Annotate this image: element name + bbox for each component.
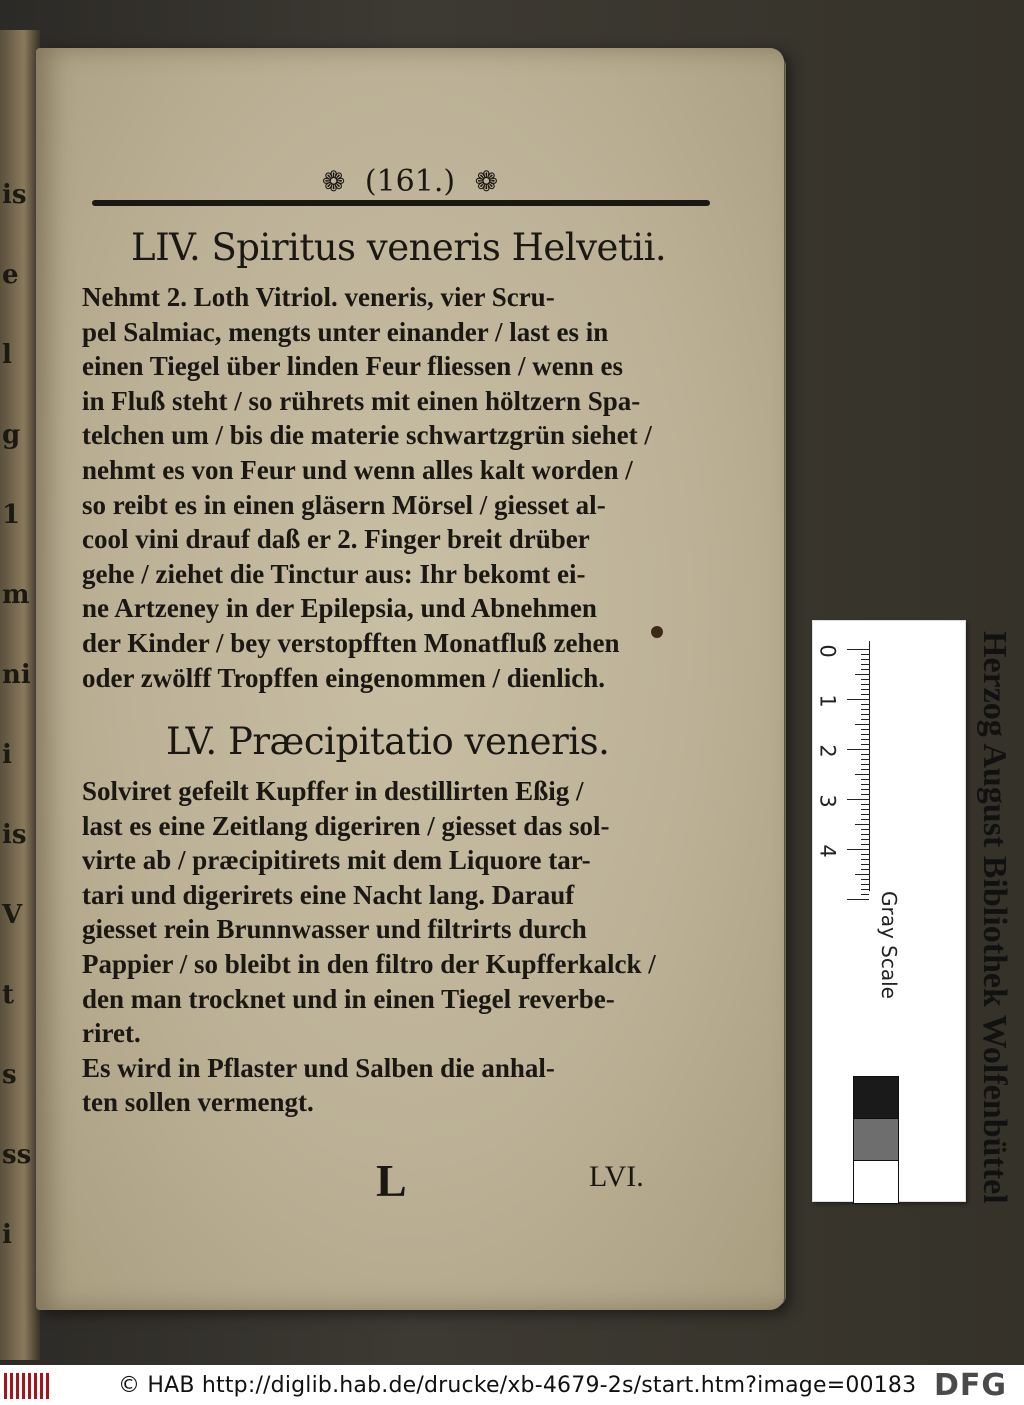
ruler-tick: [861, 809, 869, 810]
ruler-tick: [855, 674, 869, 675]
prev-page-fragment: i: [2, 1220, 12, 1250]
text-line: gehe / ziehet die Tinctur aus: Ihr bekomt ei-: [82, 558, 586, 589]
section-title: LV. Præcipitatio veneris.: [166, 720, 610, 763]
ruler-tick: [861, 754, 869, 755]
color-scale-ruler: [812, 620, 1013, 1204]
ruler-tick: [861, 894, 869, 895]
gray-swatch: [853, 1076, 899, 1120]
prev-page-fragment: t: [2, 980, 15, 1010]
ruler-tick: [847, 649, 869, 650]
section-body: [82, 774, 710, 1120]
ruler-tick: [861, 859, 869, 860]
ruler-tick: [861, 764, 869, 765]
ruler-line: [869, 641, 870, 891]
page-number: (161.): [364, 164, 456, 199]
ruler-brand: Herzog August Bibliothek Wolfenbüttel: [976, 631, 1013, 1204]
ruler-tick: [861, 769, 869, 770]
ruler-tick: [861, 879, 869, 880]
text-line: Nehmt 2. Loth Vitriol. veneris, vier Scru-: [82, 282, 555, 312]
ruler-tick: [861, 714, 869, 715]
text-line: riret.: [82, 1018, 141, 1049]
flower-ornament-icon: ❁: [321, 165, 346, 198]
prev-page-fragment: l: [2, 340, 12, 370]
ruler-tick: [861, 839, 869, 840]
ruler-tick: [861, 834, 869, 835]
ruler-tick: [861, 709, 869, 710]
ruler-tick: [847, 899, 869, 900]
text-line: in Fluß steht / so rührets mit einen höltzern Spa-: [82, 385, 641, 416]
signature-mark: L: [376, 1155, 407, 1206]
text-line: cool vini drauf daß er 2. Finger breit drüber: [82, 524, 590, 555]
prev-page-fragment: is: [2, 180, 27, 210]
ruler-tick: [847, 849, 869, 850]
ruler-tick: [861, 719, 869, 720]
text-line: giesset rein Brunnwasser und filtrirts durch: [82, 914, 587, 945]
prev-page-fragment: e: [2, 260, 19, 290]
ruler-tick: [861, 654, 869, 655]
ruler-tick: [861, 819, 869, 820]
prev-page-fragment: i: [2, 740, 12, 770]
prev-page-fragment: is: [2, 820, 27, 850]
header-rule: [92, 200, 710, 206]
ruler-tick: [861, 739, 869, 740]
ruler-tick: [861, 744, 869, 745]
ruler-tick: [861, 664, 869, 665]
ruler-number: 1: [815, 694, 840, 708]
ruler-tick: [861, 679, 869, 680]
page-header: [36, 164, 784, 199]
prev-page-fragment: m: [2, 580, 30, 610]
text-line: pel Salmiac, mengts unter einander / last es in: [82, 316, 609, 347]
text-line: oder zwölff Tropffen eingenommen / dienlich.: [82, 662, 605, 693]
ruler-tick: [861, 864, 869, 865]
ruler-tick: [861, 884, 869, 885]
flower-ornament-icon: ❁: [474, 165, 499, 198]
ruler-tick: [861, 844, 869, 845]
ruler-tick: [855, 774, 869, 775]
ruler-tick: [861, 794, 869, 795]
footer-bar: [0, 1365, 1024, 1405]
text-line: Es wird in Pflaster und Salben die anhal-: [82, 1052, 555, 1083]
text-line: telchen um / bis die materie schwartzgrün siehet /: [82, 420, 652, 451]
ruler-tick: [861, 689, 869, 690]
ruler-tick: [861, 779, 869, 780]
section-body: [82, 280, 710, 695]
ruler-number: 2: [815, 744, 840, 758]
ruler-tick: [855, 874, 869, 875]
copyright-text[interactable]: © HAB http://diglib.hab.de/drucke/xb-4679-2s/start.htm?image=00183: [118, 1373, 917, 1398]
ruler-tick: [861, 759, 869, 760]
ruler-tick: [861, 684, 869, 685]
ruler-tick: [861, 869, 869, 870]
text-line: last es eine Zeitlang digeriren / giesset das sol-: [82, 810, 610, 841]
ruler-tick: [847, 749, 869, 750]
text-line: einen Tiegel über linden Feur fliessen / wenn es: [82, 351, 624, 382]
ruler-number: 4: [815, 844, 840, 858]
ruler-tick: [847, 799, 869, 800]
text-line: Solviret gefeilt Kupffer in destillirten Eßig /: [82, 776, 584, 806]
ruler-tick: [861, 804, 869, 805]
section-title: LIV. Spiritus veneris Helvetii.: [131, 226, 667, 269]
catchword: LVI.: [589, 1160, 644, 1193]
text-line: so reibt es in einen gläsern Mörsel / giesset al-: [82, 489, 606, 520]
text-line: nehmt es von Feur und wenn alles kalt worden /: [82, 454, 633, 485]
ruler-tick: [861, 669, 869, 670]
ruler-number: 3: [815, 794, 840, 808]
ruler-number: 0: [815, 644, 840, 658]
ruler-tick: [861, 704, 869, 705]
hab-logo-icon: [4, 1373, 52, 1399]
dfg-logo: DFG: [934, 1368, 1008, 1403]
ruler-tick: [855, 824, 869, 825]
previous-page-edge: [0, 30, 40, 1360]
ruler-tick: [861, 659, 869, 660]
ruler-tick: [861, 694, 869, 695]
ink-stain: [651, 626, 663, 638]
ruler-tick: [861, 729, 869, 730]
ruler-tick: [861, 814, 869, 815]
prev-page-fragment: ni: [2, 660, 31, 690]
gray-swatch: [853, 1118, 899, 1162]
prev-page-fragment: s: [2, 1060, 17, 1090]
prev-page-fragment: ss: [2, 1140, 32, 1170]
text-line: ten sollen vermengt.: [82, 1087, 314, 1118]
ruler-tick: [861, 789, 869, 790]
book-page: [36, 48, 784, 1310]
ruler-tick: [861, 784, 869, 785]
text-line: virte ab / præcipitirets mit dem Liquore tar-: [82, 845, 591, 876]
prev-page-fragment: V: [2, 900, 23, 930]
prev-page-fragment: 1: [2, 500, 21, 530]
text-line: ne Artzeney in der Epilepsia, und Abnehmen: [82, 593, 597, 624]
ruler-tick: [847, 699, 869, 700]
gray-scale-label: Gray Scale: [877, 891, 901, 999]
text-line: den man trocknet und in einen Tiegel reverbe-: [82, 983, 615, 1014]
ruler-tick: [861, 734, 869, 735]
text-line: der Kinder / bey verstopfften Monatfluß zehen: [82, 627, 620, 658]
text-line: Pappier / so bleibt in den filtro der Kupfferkalck /: [82, 948, 656, 979]
ruler-tick: [861, 854, 869, 855]
ruler-tick: [855, 724, 869, 725]
gray-swatch: [853, 1160, 899, 1204]
ruler-tick: [861, 829, 869, 830]
text-line: tari und digerirets eine Nacht lang. Darauf: [82, 879, 575, 910]
ruler-tick: [861, 889, 869, 890]
prev-page-fragment: g: [2, 420, 21, 450]
